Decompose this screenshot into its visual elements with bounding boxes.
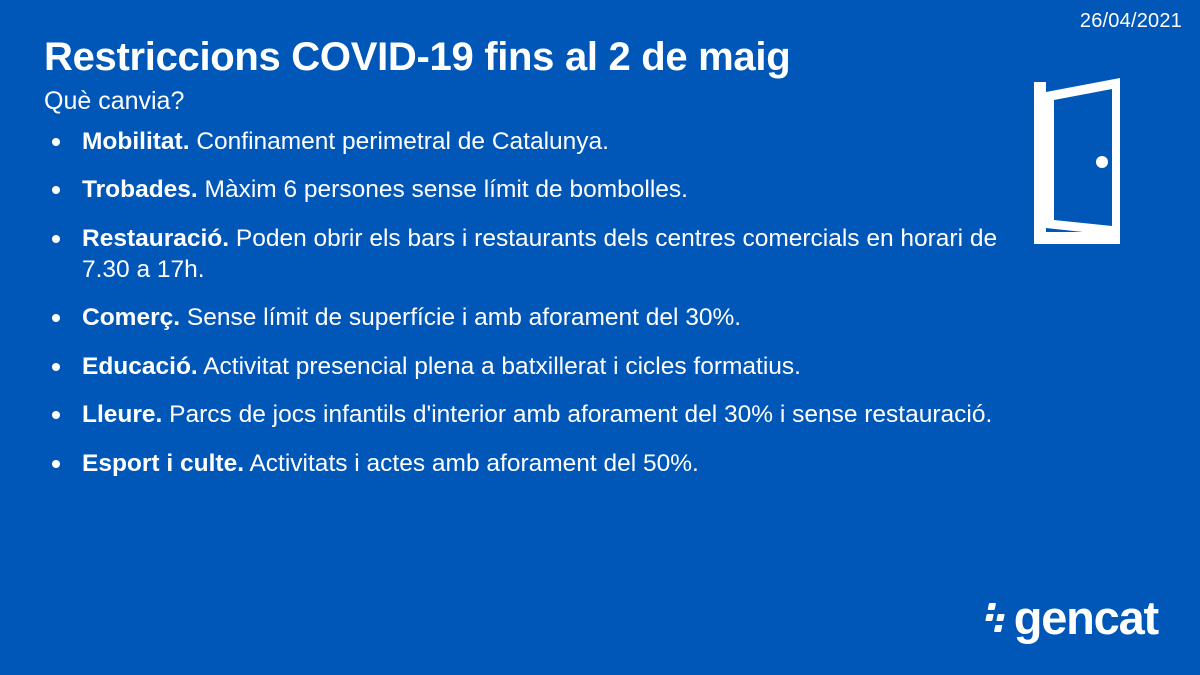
gencat-logo-text: gencat [1013, 591, 1158, 644]
main-content [44, 34, 1004, 496]
list-item-lead: Comerç. [82, 304, 181, 332]
list-item-lead: Trobades. [82, 176, 198, 204]
restrictions-list [44, 126, 1004, 479]
list-item-text: Poden obrir els bars i restaurants dels centres comercials en horari de 7.30 a 17h. [82, 224, 998, 284]
list-item-text: Sense límit de superfície i amb aforament del 30%. [180, 304, 742, 332]
list-item [44, 399, 1004, 430]
list-item [44, 302, 1004, 333]
list-item [44, 126, 1004, 157]
list-item-text: Màxim 6 persones sense límit de bombolles. [197, 176, 688, 204]
page-title: Restriccions COVID-19 fins al 2 de maig [44, 35, 791, 79]
list-item-lead: Mobilitat. [82, 128, 190, 155]
list-item-lead: Restauració. [82, 224, 230, 252]
publication-date: 26/04/2021 [1079, 10, 1182, 32]
list-item-text: Confinament perimetral de Catalunya. [189, 128, 609, 155]
page-subtitle: Què canvia? [44, 87, 185, 115]
list-item-lead: Esport i culte. [82, 449, 245, 477]
list-item-lead: Lleure. [82, 401, 163, 429]
list-item-text: Parcs de jocs infantils d'interior amb aforament del 30% i sense restauració. [162, 401, 993, 429]
open-door-icon [1028, 78, 1138, 248]
list-item [44, 223, 1004, 286]
list-item [44, 174, 1004, 205]
list-item [44, 351, 1004, 382]
gencat-logo [986, 591, 1158, 644]
gencat-dots-icon [983, 603, 1007, 632]
list-item [44, 448, 1004, 479]
list-item-text: Activitats i actes amb aforament del 50%. [244, 449, 699, 477]
list-item-text: Activitat presencial plena a batxillerat i cicles formatius. [197, 352, 801, 380]
list-item-lead: Educació. [82, 352, 198, 380]
